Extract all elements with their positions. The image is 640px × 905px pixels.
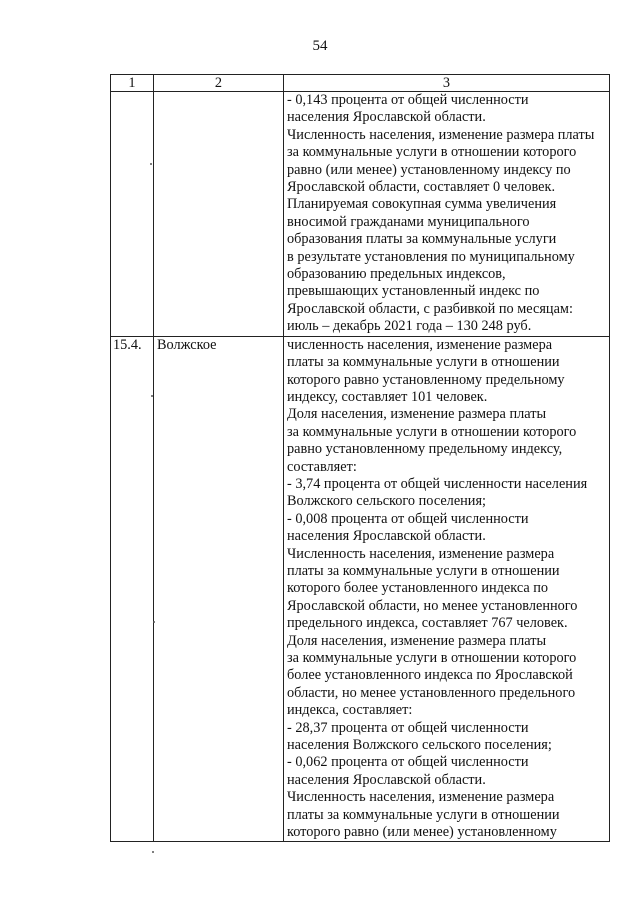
text-line: которого равно установленному предельному [287,371,565,388]
scan-speck [151,395,153,397]
text-line: населения Ярославской области. [287,528,486,545]
table-header-row [111,75,610,92]
text-line: Ярославской области, но менее установленного [287,597,578,614]
text-line: платы за коммунальные услуги в отношении [287,562,560,579]
text-line: предельного индекса, составляет 767 человек. [287,615,568,632]
text-line: - 0,143 процента от общей численности [287,92,529,108]
column-header-1: 1 [111,75,154,92]
scan-speck [150,163,152,165]
text-line: - 3,74 процента от общей численности населения [287,475,588,492]
text-line: населения Ярославской области. [287,771,486,788]
text-line: Численность населения, изменение размера [287,789,555,806]
text-line: - 0,008 процента от общей численности [287,510,529,527]
table-row-15-4 [111,336,610,842]
row-number: 15.4. [111,336,154,842]
text-line: - 28,37 процента от общей численности [287,719,529,736]
text-line: платы за коммунальные услуги в отношении [287,354,560,371]
cell-description-continuation [284,92,610,337]
scan-speck [152,851,154,853]
text-line: равно установленному предельному индексу, [287,441,563,458]
text-line: которого более установленного индекса по [287,580,549,597]
text-line: населения Ярославской области. [287,109,486,126]
scan-speck [153,621,155,623]
text-line: Численность населения, изменение размера платы [287,126,595,143]
text-line: численность населения, изменение размера [287,336,553,353]
text-line: Волжского сельского поселения; [287,493,487,510]
column-header-3: 3 [284,75,610,92]
text-line: населения Волжского сельского поселения; [287,737,552,754]
text-line: индекса, составляет: [287,702,413,719]
text-line: равно (или менее) установленному индексу по [287,161,571,178]
cell-name-empty [154,92,284,337]
text-line: Планируемая совокупная сумма увеличения [287,196,557,213]
data-table [110,74,610,842]
text-line: превышающих установленный индекс по [287,283,540,300]
column-header-2: 2 [154,75,284,92]
page-number: 54 [312,38,328,54]
text-line: платы за коммунальные услуги в отношении [287,806,560,823]
text-line: образования платы за коммунальные услуги [287,231,557,248]
text-line: в результате установления по муниципальному [287,248,575,265]
text-line: составляет: [287,458,357,475]
text-line: Доля населения, изменение размера платы [287,406,547,423]
text-line: за коммунальные услуги в отношении которого [287,650,577,666]
text-line: - 0,062 процента от общей численности [287,754,529,771]
text-line: июль – декабрь 2021 года – 130 248 руб. [287,318,532,335]
text-line: Доля населения, изменение размера платы [287,632,547,649]
text-line: Ярославской области, с разбивкой по месяцам: [287,300,573,317]
text-line: вносимой гражданами муниципального [287,213,530,230]
table-row-continuation [111,92,610,337]
text-line: за коммунальные услуги в отношении которого [287,144,577,161]
text-line: индексу, составляет 101 человек. [287,388,488,405]
cell-description-volzhskoe [284,336,610,842]
text-line: за коммунальные услуги в отношении которого [287,423,577,440]
municipality-name: Волжское [154,336,284,842]
text-line: Ярославской области, составляет 0 человек. [287,179,556,196]
text-line: более установленного индекса по Ярославской [287,667,573,684]
text-line: которого равно (или менее) установленному [287,824,557,841]
text-line: образованию предельных индексов, [287,266,506,283]
text-line: области, но менее установленного предельного [287,684,576,701]
text-line: Численность населения, изменение размера [287,545,555,562]
cell-number-empty [111,92,154,337]
